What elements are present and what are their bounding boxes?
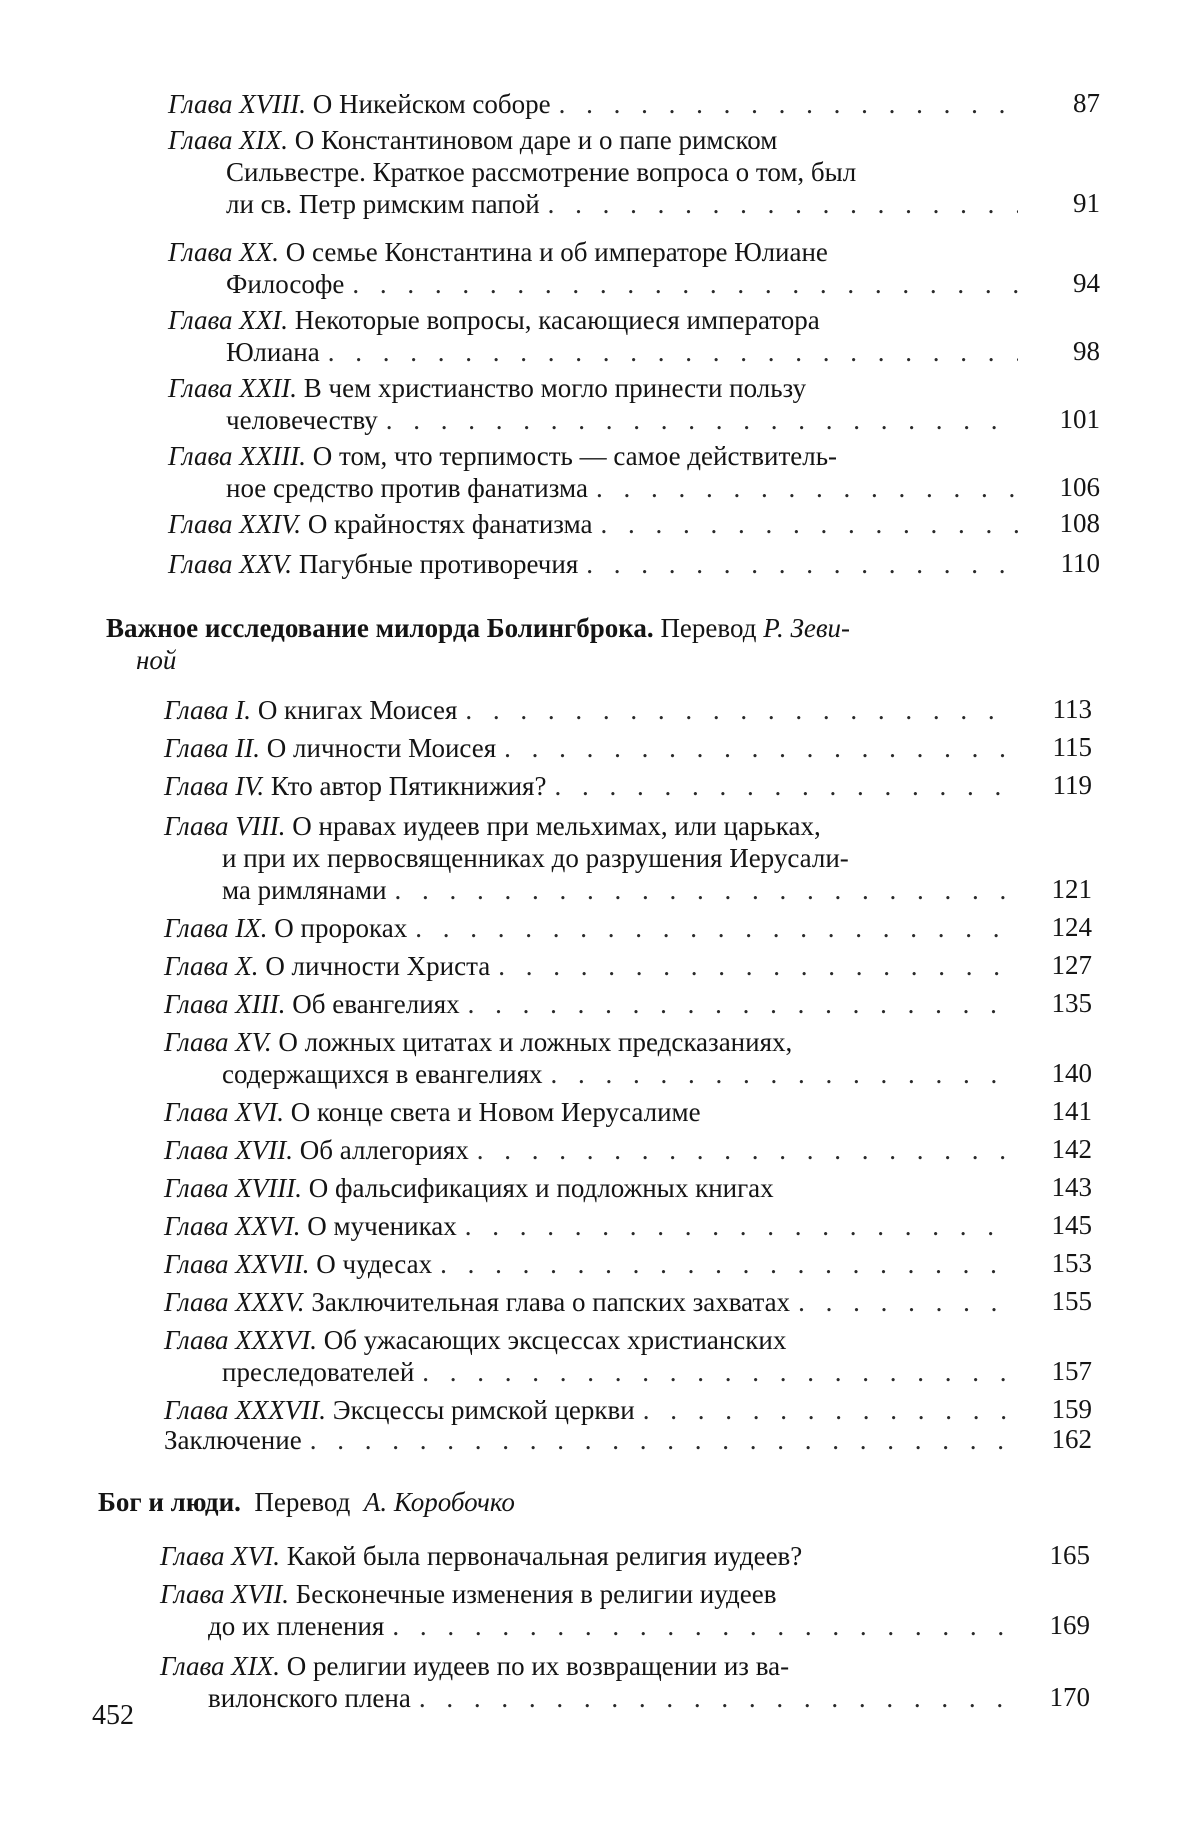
toc-entry[interactable] [164,1324,1010,1388]
toc-entry[interactable] [164,770,1010,802]
leader-dots [352,268,1018,300]
chapter-title: Заключительная глава о папских захватах [311,1287,791,1317]
toc-entry[interactable] [164,1096,1010,1128]
chapter-title: Об аллегориях [299,1135,469,1165]
translator-name-cont: ной [136,645,177,675]
chapter-title-line: до их пленения [208,1611,385,1641]
toc-entry[interactable] [164,988,1010,1020]
chapter-title: О книгах Моисея [257,695,458,725]
translation-label: Перевод [254,1487,351,1517]
chapter-label: Глава XV. [164,1027,272,1057]
toc-entry[interactable] [168,124,1018,220]
translation-label: Перевод [660,613,757,643]
chapter-title-line: Сильвестре. Краткое рассмотрение вопроса о том, был [226,157,857,187]
chapter-title: О религии иудеев по их возвращении из ва- [286,1651,790,1681]
chapter-title: О чудесах [316,1249,433,1279]
chapter-title: Некоторые вопросы, касающиеся императора [294,305,820,335]
page-number: 143 [1051,1172,1092,1202]
section-heading [106,612,1016,676]
leader-dots [477,1134,1010,1166]
page-number: 135 [1051,988,1092,1018]
chapter-label: Глава XXI. [168,305,289,335]
chapter-title: О крайностях фанатизма [307,509,593,539]
page-number: 119 [1052,770,1092,800]
leader-dots [798,1286,1010,1318]
page-number: 157 [1051,1356,1092,1386]
chapter-title: В чем христианство могло принести пользу [303,373,807,403]
toc-entry[interactable] [164,1210,1010,1242]
chapter-title-line: человечеству [226,405,378,435]
page-number: 169 [1049,1610,1090,1640]
chapter-title-line: Юлиана [226,337,320,367]
work-title: Важное исследование милорда Болингброка. [106,613,654,643]
leader-dots [310,1424,1010,1456]
chapter-label: Глава XVIII. [164,1173,303,1203]
chapter-title: О конце света и Новом Иерусалиме [290,1097,701,1127]
leader-dots [548,188,1018,220]
toc-entry[interactable] [164,732,1010,764]
toc-entry[interactable] [160,1578,1006,1642]
toc-entry[interactable] [164,694,1010,726]
chapter-title-line: Философе [226,269,345,299]
toc-entry[interactable] [164,912,1010,944]
chapter-title: О личности Моисея [266,733,497,763]
toc-entry[interactable] [168,508,1018,540]
toc-entry[interactable] [164,1248,1010,1280]
chapter-label: Глава I. [164,695,252,725]
page-number: 127 [1051,950,1092,980]
page-number: 115 [1052,732,1092,762]
leader-dots [386,404,1018,436]
leader-dots [498,950,1010,982]
leader-dots [415,912,1010,944]
chapter-title: О семье Константина и об императоре Юлиане [285,237,828,267]
chapter-label: Глава XXIII. [168,441,307,471]
chapter-title: О Никейском соборе [312,89,551,119]
leader-dots [395,874,1010,906]
chapter-label: Глава IX. [164,913,268,943]
toc-entry[interactable] [168,304,1018,368]
chapter-title: Об ужасающих эксцессах христианских [323,1325,787,1355]
leader-dots [559,88,1018,120]
leader-dots [392,1610,1006,1642]
page-number: 101 [1059,404,1100,434]
chapter-title: О пророках [274,913,408,943]
chapter-label: Глава XXII. [168,373,298,403]
toc-entry[interactable] [164,1286,1010,1318]
page-number: 165 [1049,1540,1090,1570]
page-number: 140 [1051,1058,1092,1088]
chapter-label: Глава XXXV. [164,1287,305,1317]
chapter-title: О нравах иудеев при мельхимах, или царьках, [292,811,821,841]
chapter-label: Глава XVI. [164,1097,285,1127]
section-heading [98,1486,1008,1518]
toc-entry[interactable] [168,440,1018,504]
chapter-title: О мучениках [307,1211,457,1241]
page-number: 87 [1073,88,1100,118]
page-number: 91 [1073,188,1100,218]
chapter-label: Глава XIX. [160,1651,281,1681]
leader-dots [440,1248,1010,1280]
page-number: 145 [1051,1210,1092,1240]
translator-name: А. Коробочко [363,1487,515,1517]
chapter-label: Глава XXVI. [164,1211,301,1241]
page-number: 155 [1051,1286,1092,1316]
leader-dots [465,1210,1010,1242]
page-number: 141 [1051,1096,1092,1126]
chapter-label: Глава XVII. [164,1135,294,1165]
chapter-title: О личности Христа [265,951,491,981]
leader-dots [328,336,1018,368]
toc-entry[interactable] [160,1540,1006,1572]
leader-dots [600,508,1018,540]
page-number: 159 [1051,1394,1092,1424]
chapter-label: Глава XXXVII. [164,1395,327,1425]
page-folio: 452 [92,1700,134,1731]
leader-dots [554,770,1010,802]
toc-entry[interactable] [164,950,1010,982]
page-number: 106 [1059,472,1100,502]
chapter-label: Глава XVIII. [168,89,307,119]
toc-entry[interactable] [160,1650,1006,1714]
chapter-title: О фальсификациях и подложных книгах [308,1173,774,1203]
chapter-label: Глава II. [164,733,261,763]
chapter-title-line: ли св. Петр римским папой [226,189,540,219]
chapter-title: Об евангелиях [292,989,460,1019]
page-number: 113 [1052,694,1092,724]
chapter-title: Кто автор Пятикнижия? [270,771,547,801]
chapter-title: Пагубные противоречия [298,549,579,579]
page-number: 124 [1051,912,1092,942]
page-number: 94 [1073,268,1100,298]
leader-dots [596,472,1018,504]
leader-dots [419,1682,1006,1714]
page-number: 170 [1049,1682,1090,1712]
toc-entry[interactable] [164,1424,1010,1456]
leader-dots [643,1394,1010,1426]
chapter-label: Глава XVI. [160,1541,281,1571]
chapter-label: Глава XXV. [168,549,293,579]
chapter-title-line: содержащихся в евангелиях [222,1059,543,1089]
toc-entry[interactable] [168,88,1018,120]
toc-entry[interactable] [168,236,1018,300]
chapter-label: Глава XVII. [160,1579,290,1609]
chapter-label: Глава XIX. [168,125,289,155]
page-number: 110 [1060,548,1100,578]
chapter-title: Заключение [164,1425,302,1455]
leader-dots [504,732,1010,764]
chapter-label: Глава XX. [168,237,280,267]
leader-dots [468,988,1010,1020]
work-title: Бог и люди. [98,1487,241,1517]
chapter-label: Глава XXVII. [164,1249,310,1279]
page-number: 98 [1073,336,1100,366]
chapter-label: Глава XIII. [164,989,286,1019]
page-number: 121 [1051,874,1092,904]
chapter-label: Глава XXIV. [168,509,302,539]
chapter-title: О Константиновом даре и о папе римском [294,125,778,155]
chapter-title-line: и при их первосвященниках до разрушения Иерусали- [222,843,849,873]
leader-dots [551,1058,1010,1090]
chapter-title: Бесконечные изменения в религии иудеев [295,1579,777,1609]
page-number: 162 [1051,1424,1092,1454]
chapter-label: Глава IV. [164,771,265,801]
chapter-title: О том, что терпимость — самое действитель- [312,441,838,471]
chapter-title-line: преследователей [222,1357,415,1387]
page-number: 108 [1059,508,1100,538]
toc-entry[interactable] [164,1026,1010,1090]
toc-entry[interactable] [164,1134,1010,1166]
toc-entry[interactable] [164,1172,1010,1204]
chapter-title-line: вилонского плена [208,1683,411,1713]
toc-entry[interactable] [168,372,1018,436]
toc-entry[interactable] [168,548,1018,580]
toc-entry[interactable] [164,810,1010,906]
leader-dots [586,548,1018,580]
page-number: 142 [1051,1134,1092,1164]
chapter-label: Глава X. [164,951,259,981]
leader-dots [422,1356,1010,1388]
page-number: 153 [1051,1248,1092,1278]
chapter-title: О ложных цитатах и ложных предсказаниях, [278,1027,793,1057]
chapter-label: Глава VIII. [164,811,286,841]
chapter-label: Глава XXXVI. [164,1325,318,1355]
chapter-title-line: ма римлянами [222,875,387,905]
toc-entry[interactable] [164,1394,1010,1426]
translator-name: Р. Зеви- [763,613,851,643]
chapter-title-line: ное средство против фанатизма [226,473,588,503]
chapter-title: Какой была первоначальная религия иудеев? [286,1541,803,1571]
chapter-title: Эксцессы римской церкви [332,1395,635,1425]
leader-dots [465,694,1010,726]
